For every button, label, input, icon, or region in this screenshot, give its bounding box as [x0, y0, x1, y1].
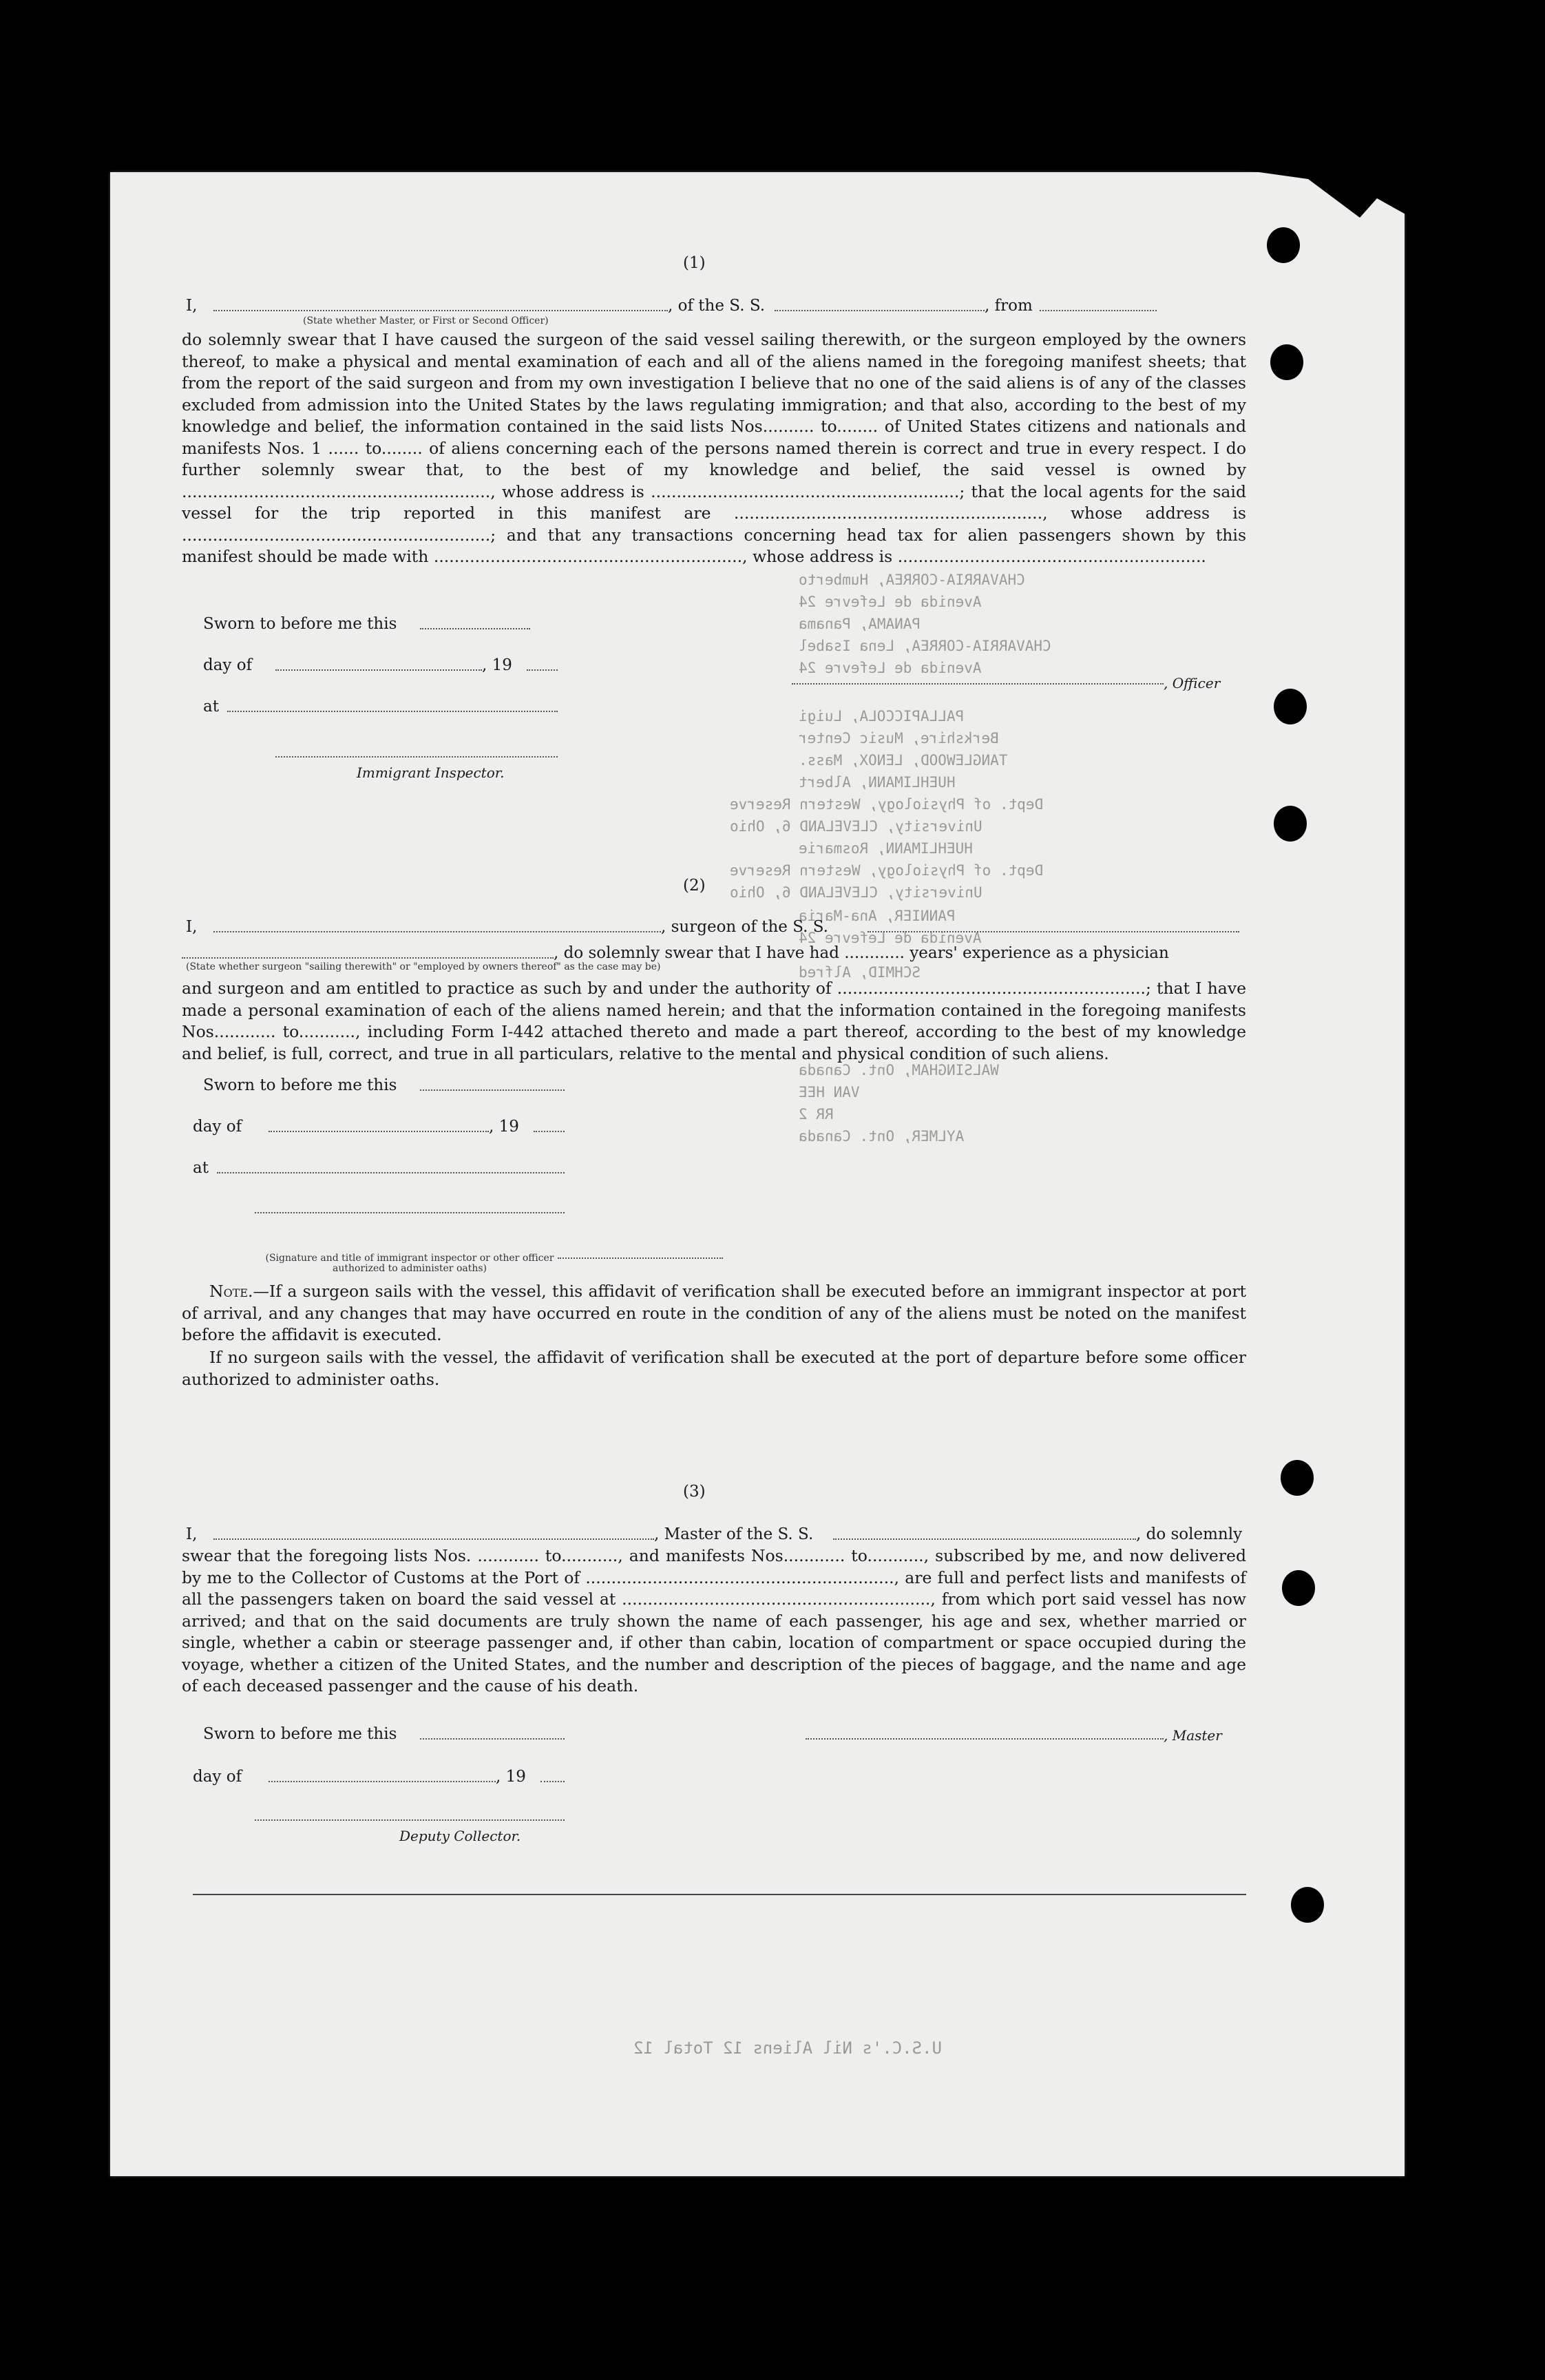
officer-name-field[interactable] [213, 310, 668, 311]
section-number: (1) [683, 254, 706, 272]
day-of-label: day of [193, 1768, 242, 1786]
note2-paragraph: If no surgeon sails with the vessel, the affidavit of verification shall be executed at the port of departure before some officer authorized to administer oaths. [182, 1348, 1246, 1389]
surgeon-body: and surgeon and am entitled to practice as such by and under the authority of ............................................................; that I have made a personal examination of each of the aliens named herein; and that the information contained in the foregoing manifests Nos............ to..........., including Form I-442 attached thereto and made a part thereof, according to the best of my knowledge and belief, is full, correct, and true in all particulars, relative to the mental and physical condition of such aliens. [182, 979, 1246, 1063]
officer-label: , Officer [1164, 675, 1221, 691]
surgeon-vessel-field[interactable] [868, 931, 1239, 932]
bleed-text: PANNIER, Ana-Maria [799, 908, 956, 924]
experience-line: , do solemnly swear that I have had ............ years' experience as a physician [554, 944, 1169, 962]
bleed-text: Avenida de Lefevre 24 [799, 930, 982, 946]
bottom-rule [193, 1894, 1246, 1895]
from-label: , from [985, 297, 1033, 315]
bleed-text: SCHMID, Alfred [799, 964, 921, 981]
at-label: at [203, 698, 219, 716]
section-number: (2) [683, 877, 706, 895]
master-label: , Master [1164, 1727, 1222, 1744]
surgeon-of-label: , surgeon of the S. S. [661, 918, 828, 936]
bleed-text: PANAMA, Panama [799, 616, 921, 632]
year-field[interactable] [540, 1781, 565, 1782]
bleed-text: TANGLEWOOD, LENOX, Mass. [799, 752, 1008, 769]
from-port-field[interactable] [1040, 310, 1157, 311]
punch-hole [1282, 1570, 1315, 1606]
bleed-text: RR 2 [799, 1106, 834, 1123]
punch-hole [1281, 1460, 1314, 1496]
master-body: swear that the foregoing lists Nos. ............ to..........., and manifests Nos............ to..........., subscribed by me, and now delivered by me to the Collector of Customs at the Port of ............................................................, are full and perfect lists and manifests of all the passengers taken on board the said vessel at ............................................................, from which port said vessel has now arrived; and that on the said documents are truly shown the name of each passenger, his age and sex, whether married or single, whether a cabin or steerage passenger and, if other than cabin, location of compartment or space occupied during the voyage, whether a citizen of the United States, and the number and description of the pieces of baggage, and the name and age of each deceased passenger and the cause of his death. [182, 1546, 1246, 1695]
oath-i: I, [186, 297, 198, 315]
bleed-text: Dept. of Physiology, Western Reserve [730, 796, 1044, 813]
bleed-text: University, CLEVELAND 6, Ohio [730, 884, 982, 901]
bleed-text: HUEHLIMANN, Rosmarie [799, 840, 973, 857]
bleed-text: WALSINGHAM, Ont. Canada [799, 1062, 999, 1078]
bleed-text: VAN HEE [799, 1084, 860, 1100]
inspector-label: Immigrant Inspector. [357, 764, 505, 781]
punch-hole [1274, 689, 1307, 724]
day-of-field[interactable] [269, 1781, 496, 1782]
day-of-label: day of [203, 656, 253, 674]
day-of-field[interactable] [275, 669, 482, 671]
sworn-date-field[interactable] [420, 1738, 565, 1740]
year-label: , 19 [489, 1118, 519, 1136]
signature-caption: (Signature and title of immigrant inspector or other officer authorized to administer oaths) [265, 1253, 554, 1274]
day-of-label: day of [193, 1118, 242, 1136]
year-field[interactable] [534, 1131, 565, 1132]
day-of-field[interactable] [269, 1131, 489, 1132]
master-signature-field[interactable] [806, 1738, 1164, 1740]
of-the-ss: , of the S. S. [668, 297, 766, 315]
punch-hole [1274, 806, 1307, 842]
master-i: I, [186, 1525, 198, 1543]
sworn-label: Sworn to before me this [203, 615, 397, 633]
at-field[interactable] [227, 711, 558, 712]
bleed-text: CHAVARRIA-CORREA, Lena Isabel [799, 638, 1051, 654]
bleed-text: Avenida de Lefevre 24 [799, 660, 982, 676]
year-label: , 19 [496, 1768, 526, 1786]
surgeon-name-field[interactable] [213, 931, 661, 932]
do-solemnly: , do solemnly [1136, 1525, 1243, 1543]
note-text: —If a surgeon sails with the vessel, this affidavit of verification shall be executed before an immigrant inspector at port of arrival, and any changes that may have occurred en route in the condition of any of the aliens must be noted on the manifest before the affidavit is executed. [182, 1282, 1246, 1344]
officer-signature-field[interactable] [792, 683, 1164, 685]
punch-hole [1291, 1887, 1324, 1923]
deputy-collector-label: Deputy Collector. [399, 1828, 521, 1844]
bleed-text: Berkshire, Music Center [799, 730, 999, 747]
bleed-text: CHAVARRIA-CORREA, Humberto [799, 572, 1025, 588]
bleed-text: Dept. of Physiology, Western Reserve [730, 862, 1044, 879]
surgeon-caption: (State whether surgeon "sailing therewith" or "employed by owners thereof" as the case may be) [186, 961, 661, 972]
inspector-signature-field[interactable] [275, 756, 558, 758]
collector-signature-field[interactable] [255, 1819, 565, 1821]
section-number: (3) [683, 1483, 706, 1501]
bleed-text: University, CLEVELAND 6, Ohio [730, 818, 982, 835]
sworn-date-field[interactable] [420, 628, 530, 629]
manifest-verification-sheet [110, 172, 1405, 2176]
surgeon-signature-field[interactable] [558, 1257, 723, 1259]
vessel-name-field[interactable] [775, 310, 985, 311]
master-of-label: , Master of the S. S. [654, 1525, 814, 1543]
officer-caption: (State whether Master, or First or Second Officer) [303, 315, 549, 326]
oath-body: do solemnly swear that I have caused the surgeon of the said vessel sailing therewith, or the surgeon employed by the owners thereof, to make a physical and mental examination of each and all of the aliens named in the foregoing manifest sheets; that from the report of the said surgeon and from my own investigation I believe that no one of the said aliens is of any of the classes excluded from admission into the United States by the laws regulating immigration; and that also, according to the best of my knowledge and belief, the information contained in the said lists Nos.......... to........ of United States citizens and nationals and manifests Nos. 1 ...... to........ of aliens concerning each of the persons named therein is correct and true in every respect. I do further solemnly swear that, to the best of my knowledge and belief, the said vessel is owned by ............................................................, whose address is ............................................................; that the local agents for the said vessel for the trip reported in this manifest are ............................................................, whose address is ............................................................; and that any transactions concerning head tax for alien passengers shown by this manifest should be made with ............................................................, whose address is ............................................................ [182, 330, 1246, 566]
sworn-date-field[interactable] [420, 1089, 565, 1091]
bleed-text: U.S.C.'s Nil Aliens 12 Total 12 [633, 2038, 942, 2058]
master-vessel-field[interactable] [833, 1538, 1136, 1540]
surgeon-i: I, [186, 918, 198, 936]
sworn-label: Sworn to before me this [203, 1076, 397, 1094]
master-name-field[interactable] [213, 1538, 654, 1540]
note-paragraph [182, 1281, 1246, 1346]
punch-hole [1270, 344, 1303, 380]
bleed-text: HUEHLIMANN, Albert [799, 774, 956, 791]
sworn-label: Sworn to before me this [203, 1725, 397, 1743]
bleed-text: Avenida de Lefevre 24 [799, 594, 982, 610]
bleed-text: AYLMER, Ont. Canada [799, 1128, 965, 1145]
bleed-text: PALLAPICCOLA, Luigi [799, 708, 965, 724]
year-label: , 19 [482, 656, 512, 674]
signature-field[interactable] [255, 1212, 565, 1213]
note-label: Note. [209, 1282, 253, 1301]
year-field[interactable] [527, 669, 558, 671]
at-label: at [193, 1159, 209, 1177]
surgeon-status-field[interactable] [182, 957, 554, 959]
at-field[interactable] [217, 1172, 565, 1173]
punch-hole [1267, 227, 1300, 263]
